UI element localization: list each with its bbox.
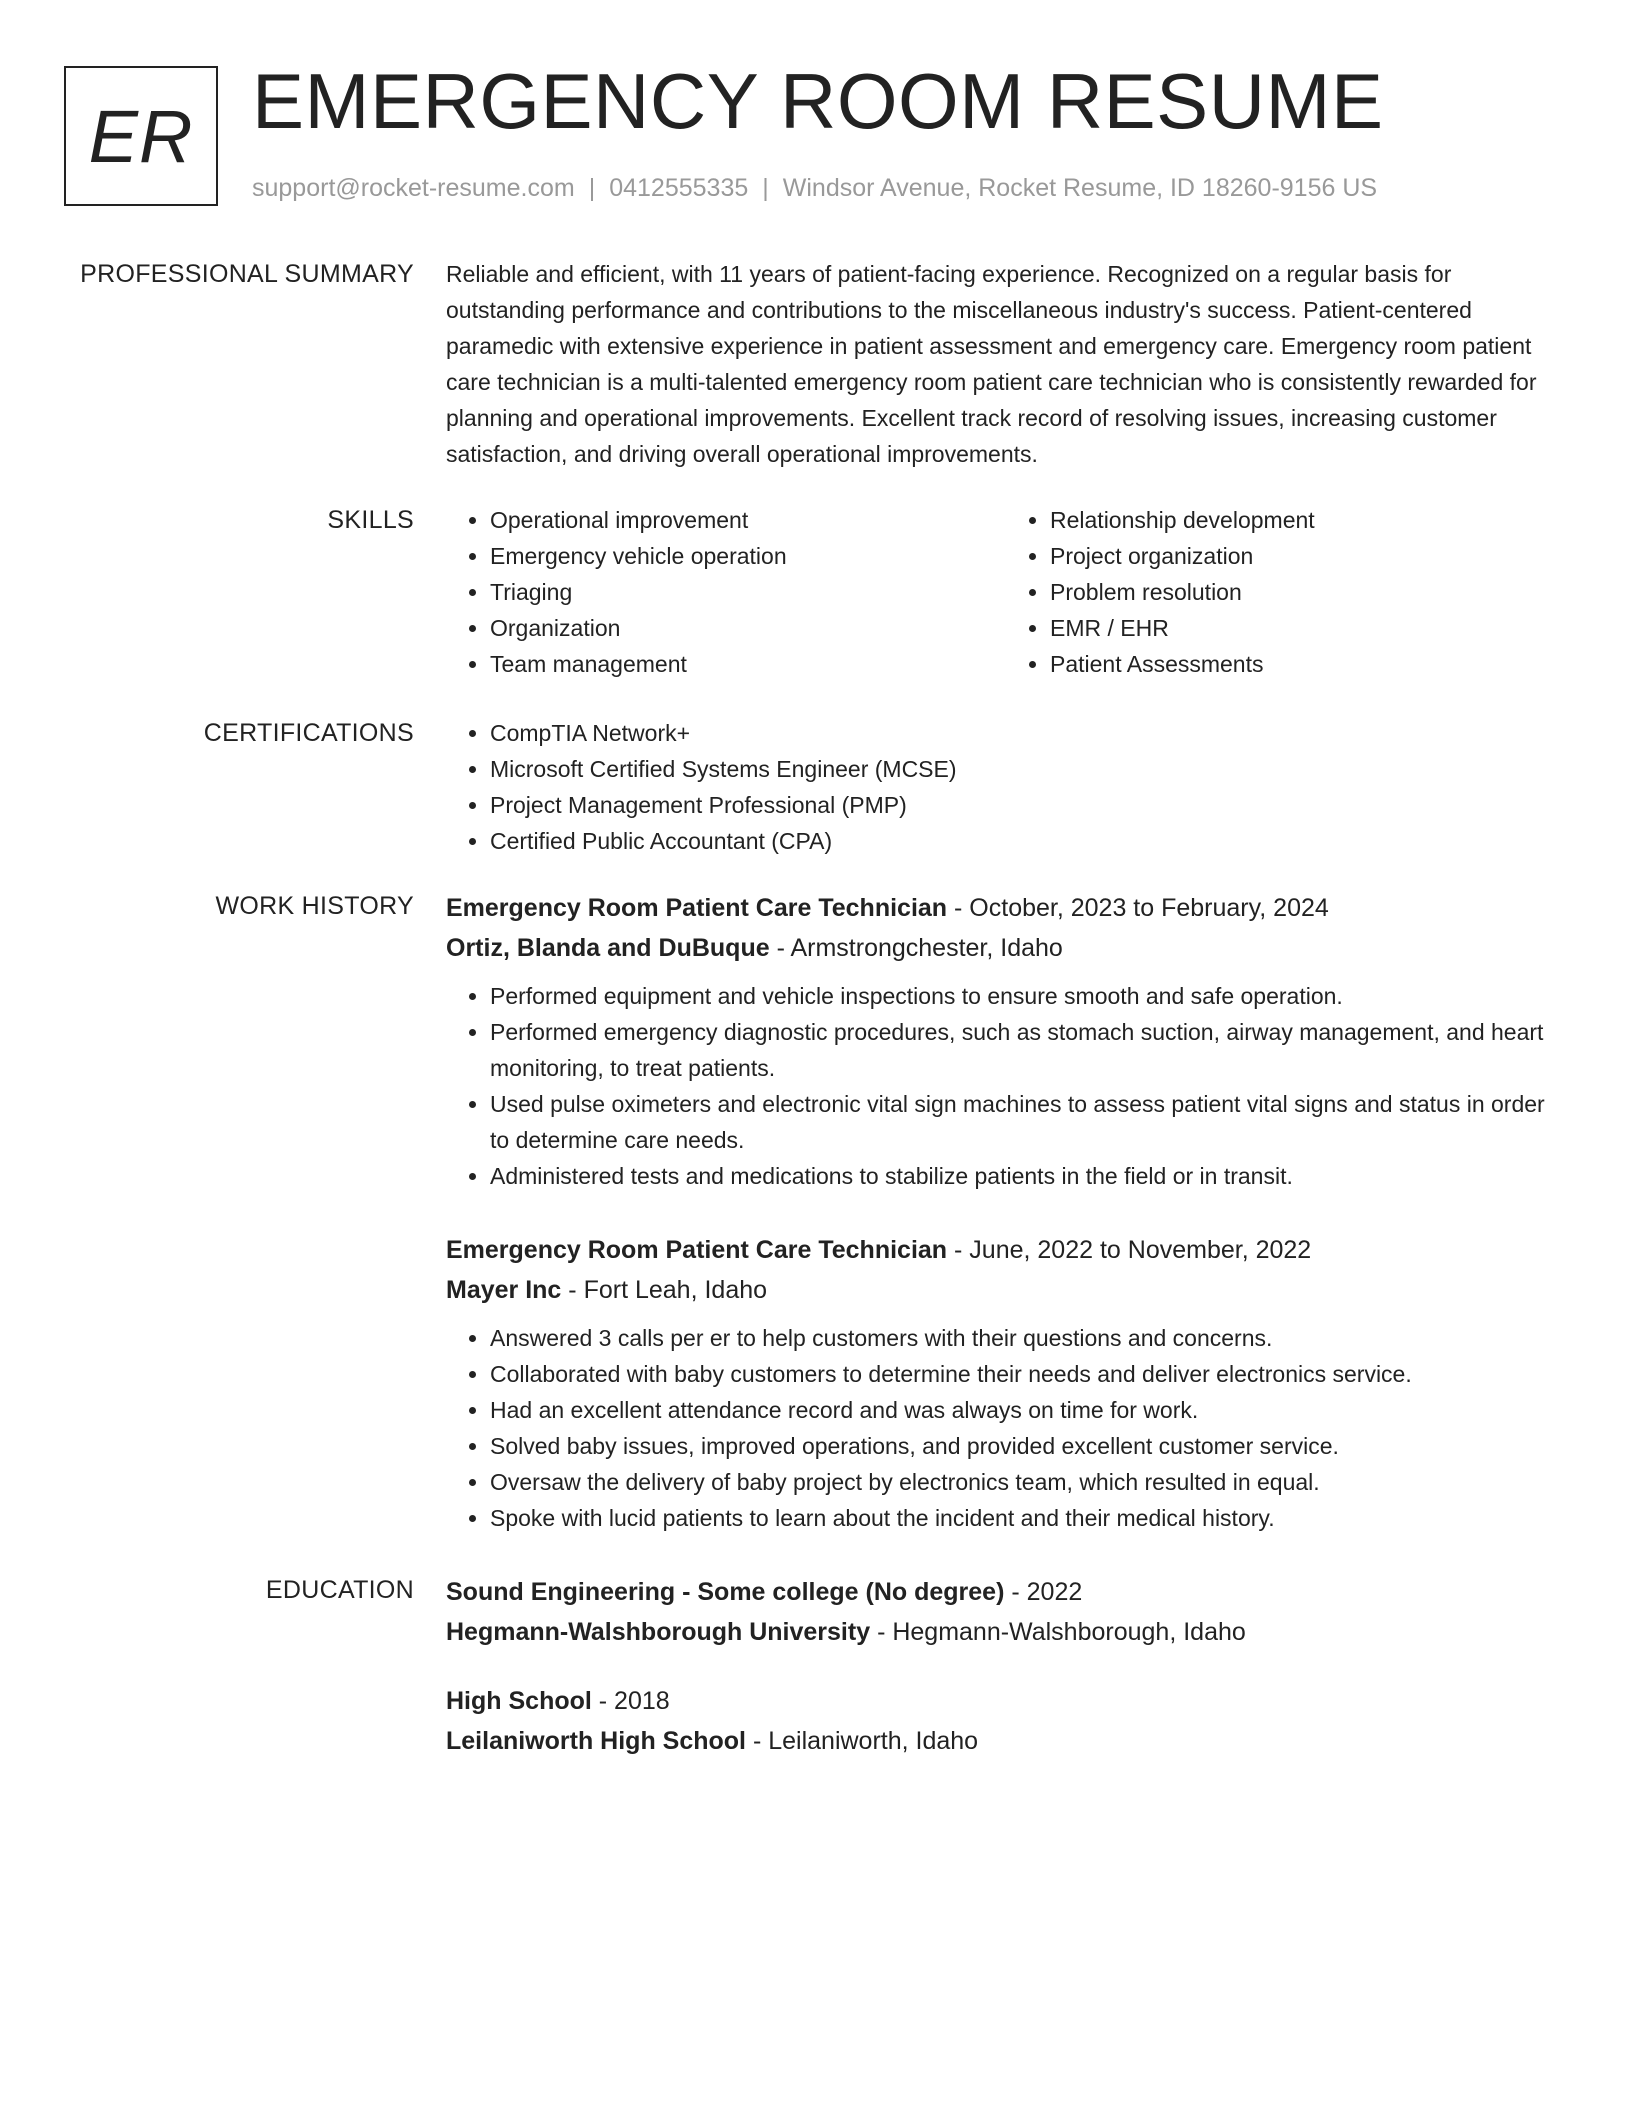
- skill-item: • Patient Assessments: [1050, 646, 1566, 682]
- skill-item: • Team management: [490, 646, 1006, 682]
- education-school-line: [446, 1612, 1566, 1652]
- section-label-summary: PROFESSIONAL SUMMARY: [80, 260, 414, 288]
- education-school: Hegmann-Walshborough University: [446, 1618, 871, 1646]
- skill-item: • Relationship development: [1050, 502, 1566, 538]
- skill-item: • Emergency vehicle operation: [490, 538, 1006, 574]
- job-company-line: [446, 928, 1566, 968]
- section-label-education: EDUCATION: [265, 1576, 414, 1604]
- job-bullet: • Oversaw the delivery of baby project by electronics team, which resulted in equal.: [490, 1464, 1566, 1500]
- job-title-line: [446, 888, 1566, 928]
- job-bullet: • Used pulse oximeters and electronic vital sign machines to assess patient vital signs and status in order to determine care needs.: [490, 1086, 1566, 1158]
- job-bullet: • Spoke with lucid patients to learn about the incident and their medical history.: [490, 1500, 1566, 1536]
- job-bullets: [446, 978, 1566, 1194]
- job-entry: [446, 888, 1566, 1194]
- education-location: - Hegmann-Walshborough, Idaho: [877, 1618, 1246, 1646]
- monogram-text: ER: [88, 94, 194, 178]
- certifications-list: [446, 715, 1566, 859]
- contact-separator: |: [588, 174, 596, 202]
- job-bullet: • Performed equipment and vehicle inspections to ensure smooth and safe operation.: [490, 978, 1566, 1014]
- job-dates: - June, 2022 to November, 2022: [954, 1236, 1312, 1264]
- certification-item: • Project Management Professional (PMP): [490, 787, 1566, 823]
- section-label-skills: SKILLS: [327, 506, 414, 534]
- job-bullet: • Answered 3 calls per er to help customers with their questions and concerns.: [490, 1320, 1566, 1356]
- job-bullet: • Had an excellent attendance record and was always on time for work.: [490, 1392, 1566, 1428]
- education-degree: Sound Engineering - Some college (No degree): [446, 1578, 1005, 1606]
- resume-title: EMERGENCY ROOM RESUME: [252, 57, 1384, 145]
- skill-item: • Operational improvement: [490, 502, 1006, 538]
- education-entry: [446, 1572, 1566, 1652]
- contact-line: [252, 174, 1377, 203]
- job-bullet: • Performed emergency diagnostic procedures, such as stomach suction, airway management, and heart monitoring, to treat patients.: [490, 1014, 1566, 1086]
- summary-text: Reliable and efficient, with 11 years of patient-facing experience. Recognized on a regular basis for outstanding performance and contributions to the miscellaneous industry's success. Patient-centered paramedic with extensive experience in patient assessment and emergency care. Emergency room patient care technician is a multi-talented emergency room patient care technician who is consistently rewarded for planning and operational improvements. Excellent track record of resolving issues, increasing customer satisfaction, and driving overall operational improvements.: [446, 261, 1537, 467]
- contact-separator: |: [762, 174, 769, 202]
- job-dates: - October, 2023 to February, 2024: [954, 894, 1329, 922]
- skill-item: • Organization: [490, 610, 1006, 646]
- section-label-certifications: CERTIFICATIONS: [203, 719, 414, 747]
- certification-item: • CompTIA Network+: [490, 715, 1566, 751]
- contact-phone[interactable]: 0412555335: [609, 174, 749, 202]
- skills-list-right: [1006, 502, 1566, 682]
- job-title: Emergency Room Patient Care Technician: [446, 1236, 948, 1264]
- skill-item: • EMR / EHR: [1050, 610, 1566, 646]
- skill-item: • Project organization: [1050, 538, 1566, 574]
- education-year: - 2018: [598, 1687, 670, 1715]
- education-school-line: [446, 1721, 1566, 1761]
- job-title-line: [446, 1230, 1566, 1270]
- contact-email[interactable]: support@rocket-resume.com: [252, 174, 575, 202]
- job-company-line: [446, 1270, 1566, 1310]
- skill-item: • Problem resolution: [1050, 574, 1566, 610]
- certification-item: • Certified Public Accountant (CPA): [490, 823, 1566, 859]
- job-company: Ortiz, Blanda and DuBuque: [446, 934, 770, 962]
- skills-list-left: [446, 502, 1006, 682]
- education-school: Leilaniworth High School: [446, 1727, 746, 1755]
- job-bullets: [446, 1320, 1566, 1536]
- monogram-logo: [64, 66, 218, 206]
- education-year: - 2022: [1011, 1578, 1083, 1606]
- contact-address: Windsor Avenue, Rocket Resume, ID 18260-9156 US: [782, 174, 1378, 202]
- skill-item: • Triaging: [490, 574, 1006, 610]
- education-degree-line: [446, 1572, 1566, 1612]
- section-label-work: WORK HISTORY: [215, 892, 414, 920]
- job-bullet: • Administered tests and medications to stabilize patients in the field or in transit.: [490, 1158, 1566, 1194]
- certification-item: • Microsoft Certified Systems Engineer (MCSE): [490, 751, 1566, 787]
- job-company: Mayer Inc: [446, 1276, 562, 1304]
- job-location: - Fort Leah, Idaho: [568, 1276, 768, 1304]
- education-entry: [446, 1681, 1566, 1761]
- education-location: - Leilaniworth, Idaho: [752, 1727, 979, 1755]
- education-degree: High School: [446, 1687, 592, 1715]
- job-bullet: • Solved baby issues, improved operations, and provided excellent customer service.: [490, 1428, 1566, 1464]
- education-degree-line: [446, 1681, 1566, 1721]
- job-location: - Armstrongchester, Idaho: [776, 934, 1063, 962]
- job-title: Emergency Room Patient Care Technician: [446, 894, 948, 922]
- job-bullet: • Collaborated with baby customers to determine their needs and deliver electronics service.: [490, 1356, 1566, 1392]
- job-entry: [446, 1230, 1566, 1536]
